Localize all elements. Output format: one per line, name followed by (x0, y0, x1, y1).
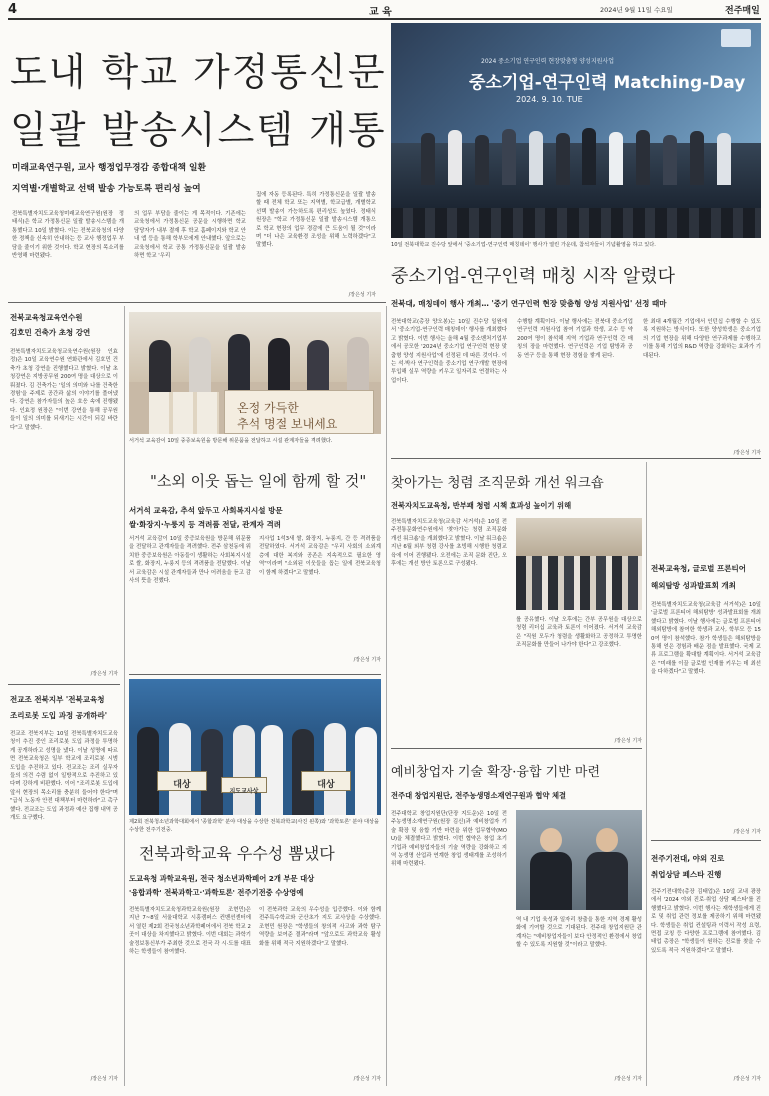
article1-col1: 전북특별자치도교육청미래교육연구원(원장 정태식)은 학교 가정통신문 일괄 발송시스템을 개통했다고 10일 밝혔다. 이는 전북교육청의 다양한 정책을 신속히 안내하는 등 교사 행정업무 부담을 줄이기 위한 것이다. 학교 현장의 목소리를 반영해 마련됐다. (12, 211, 124, 260)
article5-byline: /장은성 기자 (353, 1076, 381, 1082)
issue-date: 2024년 9월 11일 수요일 (600, 6, 673, 14)
article6-col1: 전북특별자치도교육청(교육감 서거석)은 10일 전주전통문화연수원에서 '찾아가는 청렴 조직문화 개선 워크숍'을 개최했다고 밝혔다. 이날 워크숍은 지난 6월 외부 청렴 강사를 초빙해 시행한 청렴교육에 이어 진행됐다. 오전에는 조직 문화 진단, 오후에는 개선 방안 토론으로 구성됐다. (391, 519, 507, 568)
article6-col2: 를 공유했다. 이날 오후에는 간부 공무원을 대상으로 청렴 리더십 교육과 토론이 이어졌다. 서거석 교육감은 "직원 모두가 청렴을 생활화하고 공정하고 투명한 조직문화를 만들어 나가야 한다"고 강조했다. (516, 617, 642, 649)
board-line2: 추석 명절 보내세요 (237, 417, 338, 431)
people-right-group (261, 709, 377, 815)
banner-small-text: 2024 중소기업 연구인력 현장맞춤형 양성지원사업 (481, 58, 615, 65)
section-name: 교 육 (369, 7, 392, 18)
article5-col2: 이 전북과학 교육의 우수성을 입증했다. 이와 함께 전주특수학교와 군산초가 지도 교사상을 수상했다. 조현민 원장은 "학생들의 창의적 사고와 과학 탐구 역량을 보여준 결과"라며 "앞으로도 과학교육 활성화를 위해 적극 지원하겠다"고 말했다. (259, 907, 381, 947)
article9-title1: 전주기전대, 야외 진로 (651, 854, 725, 863)
article6-subhead: 전북자치도교육청, 반부패 청렴 시책 효과성 높이기 위해 (391, 501, 572, 510)
article2-byline: /장은성 기자 (733, 450, 761, 456)
subhead-line1: 미래교육연구원, 교사 행정업무경감 종합대책 일환 (12, 163, 207, 173)
matching-day-photo (391, 23, 761, 238)
article4-byline: /장은성 기자 (90, 1076, 118, 1082)
article9-title2: 취업상담 페스타 진행 (651, 870, 722, 879)
article3-photo-caption: 서거석 교육감이 10일 중증보육원을 방문해 위문품을 전달하고 시설 관계자들을 격려했다. (129, 438, 333, 444)
article3-subhead2: 쌀·화장지·누룽지 등 격려품 전달, 관계자 격려 (129, 520, 282, 529)
article2-col3: 한 최대 4개월간 기업에서 인턴십 수행할 수 있도록 지원하는 방식이다. 또한 양성학생은 중소기업의 기업 현장을 위해 다양한 연구과제를 수행하고 이를 통해 기업의 R&D 역량을 강화하는 효과가 기대된다. (643, 319, 761, 359)
person-right (586, 828, 628, 910)
donation-board (224, 390, 374, 434)
article1-byline: /장은성 기자 (348, 292, 376, 298)
article8-title1: 전북교육청, 글로벌 프론티어 (651, 564, 747, 573)
article2-photo-caption: 10일 전북대학교 진수당 앞에서 '중소기업-연구인력 매칭데이' 행사가 열린 가운데, 참석자들이 기념촬영을 하고 있다. (391, 242, 656, 248)
vrule-center (386, 306, 387, 1086)
banner-date: 2024. 9. 10. TUE (516, 95, 583, 104)
article2-headline: 중소기업-연구인력 매칭 시작 알렸다 (391, 266, 676, 287)
article7-col1: 전주대학교 창업지원단(단장 지도운)은 10일 전주농생명소재연구원(원장 김신)과 예비창업자 기술 확장 및 융합 기반 마련을 위한 업무협약(MOU)을 체결했다고 밝혔다. 이번 협약은 창업 초기 기업과 예비창업자들의 기술 역량을 강화하고 지역 농생명 산업과 연계한 창업 생태계를 조성하기 위해 마련됐다. (391, 811, 507, 868)
article3-sidebar-byline: /장은성 기자 (90, 671, 118, 677)
article5-photo-caption: 제2회 전북청소년과학대회에서 '종합과학' 분야 대상을 수상한 전북과학교(사진 왼쪽)와 '과학토론' 분야 대상을 수상한 전주기전중. (129, 819, 380, 833)
article2-subhead: 전북대, 매칭데이 행사 개최… '중기 연구인력 현장 맞춤형 양성 지원사업' 선정 때마 (391, 299, 667, 308)
rule-a2 (391, 458, 761, 459)
article7-col2: 역 내 기업 육성과 일자리 창출을 통한 지역 경제 활성화에 기여할 것으로 기대된다. 전주대 창업지원단 관계자는 "예비창업자들이 보다 안정적인 환경에서 창업할 수 있도록 지원할 것"이라고 말했다. (516, 917, 642, 949)
donation-photo (129, 312, 381, 434)
banner-big-text: 중소기업-연구인력 Matching-Day (469, 73, 746, 93)
award-board-2 (221, 777, 267, 793)
article7-subhead: 전주대 창업지원단, 전주농생명소재연구원과 협약 체결 (391, 791, 567, 800)
article4-body: 전교조 전북지부는 10일 전북특별자치도교육청이 추진 중인 조리로봇 도입 과정을 투명하게 공개하라고 성명을 냈다. 이날 성명에 따르면 전북교육청은 일부 학교에 조리로봇 시범 도입을 추진하고 있다. 전교조는 조리 실무자들의 의견 수렴 없이 일방적으로 추진하고 있다며 강하게 비판했다. 이어 "조리로봇 도입에 앞서 현장의 목소리를 충분히 들어야 한다"며 "급식 노동자 안전 대책부터 마련하라"고 촉구했다. 전교조는 도입 과정과 예산 집행 내역 공개도 요구했다. (10, 731, 118, 822)
rule-sidebar (8, 684, 120, 685)
subhead-line2: 지역별·개별학교 선택 발송 가능토록 편리성 높여 (12, 184, 201, 194)
article3-sidebar-title1: 전북교육청교육연수원 (10, 313, 83, 322)
article8-title2: 해외탐방 성과발표회 개최 (651, 581, 736, 590)
vrule-right (646, 462, 647, 1086)
article1-headline (10, 50, 387, 152)
rice-bags (149, 392, 219, 434)
standing-people (421, 125, 731, 185)
award-board-1-text: 대상 (173, 780, 191, 790)
article1-col3: 집에 자동 등록된다. 특히 가정통신문을 일괄 발송할 때 전체 학교 또는 지역별, 학교급별, 개별학교 선택 발송이 가능하도록 편리성도 높였다. 정태식 원장은 "학교 가정통신문 일괄 발송시스템 개통으로 학교 현장의 업무 경감에 큰 도움이 될 것"이라며 "더 나은 교육환경 조성을 위해 노력하겠다"고 말했다. (256, 192, 376, 249)
article3-col2: 지사업 1석3새 쌀, 화장지, 누룽지, 간 등 격려품을 전달하였다. 서거석 교육감은 "우리 사회의 소외계층에 대한 복지와 공존은 지속적으로 필요한 영역"이라며 "소외된 이웃들을 돕는 일에 전북교육청이 함께 하겠다"고 말했다. (259, 536, 381, 576)
mou-photo (516, 810, 642, 910)
article3-sidebar-body: 전북특별자치도교육청교육연수원(원장 인효정)은 10일 교육연수원 연화관에서 김호민 건축가 초청 강연을 진행했다고 밝혔다. 이날 초청강연은 지방공무원 200여 명을 대상으로 이뤄졌다. 김 건축가는 '일의 의미와 나를 건축한 경험'을 주제로 공간과 삶의 이야기를 풀어냈다. 강연은 참가자들의 높은 호응 속에 진행됐다. 인효정 원장은 "이번 강연을 통해 공무원들이 일의 의미를 되새기는 시간이 되길 바란다"고 말했다. (10, 349, 118, 431)
article5-headline: 전북과학교육 우수성 뽐냈다 (139, 844, 335, 863)
article5-col1: 전북특별자치도교육청과학교육원(원장 조현민)은 지난 7~8일 서울대학교 시흥캠퍼스 컨벤션센터에서 열린 제2회 전국청소년과학페어에서 전북 학교 2곳이 대상을 차지했다고 밝혔다. 이번 대회는 과학기술정보통신부가 주최한 것으로 전국 각 시·도를 대표하는 학생들이 참여했다. (129, 907, 251, 956)
article9-body: 전주기전대학(총장 김태업)은 10일 교내 광장에서 '2024 야외 진로·취업 상담 페스타'를 진행했다고 밝혔다. 이번 행사는 재학생들에게 진로 및 취업 관련 정보를 제공하기 위해 마련됐다. 학생들은 취업 컨설팅과 이력서 작성 요령, 면접 코칭 등 다양한 프로그램에 참여했다. 김태업 총장은 "학생들이 원하는 진로를 찾을 수 있도록 적극 지원하겠다"고 말했다. (651, 889, 761, 954)
award-board-2-text: 지도교사상 (229, 788, 259, 795)
masthead-rule (8, 18, 761, 20)
article2-col2: 수행할 계획이다. 이날 행사에는 전북대 중소기업연구인력 지원사업 참여 기업과 학생, 교수 등 약 200여 명이 참석해 지역 기업과 연구인력 간 매칭의 장을 마련했다. 연구인력은 기업 탐방과 공동 연구 등을 통해 현장 경험을 쌓게 된다. (517, 319, 633, 359)
article3-headline: "소외 이웃 돕는 일에 함께 할 것" (150, 472, 367, 490)
award-board-3 (301, 771, 351, 791)
article4-title2: 조리로봇 도입 과정 공개하라' (10, 711, 108, 720)
award-board-3-text: 대상 (317, 780, 335, 790)
headline-line2: 일괄 발송시스템 개통 (10, 108, 387, 152)
article3-subhead1: 서거석 교육감, 추석 앞두고 사회복지시설 방문 (129, 506, 283, 515)
rule-a8 (651, 840, 761, 841)
people-group (149, 332, 369, 392)
article3-byline: /장은성 기자 (353, 657, 381, 663)
paper-name: 전주매일 (725, 6, 760, 16)
people-left-group (137, 709, 255, 815)
rule-a1 (8, 302, 386, 303)
article5-subhead2: '융합과학' 전북과학고·'과학토론' 전주기전중 수상영예 (129, 888, 304, 897)
article3-sidebar-title2: 김호민 건축가 초청 강연 (10, 328, 91, 337)
article8-byline: /장은성 기자 (733, 829, 761, 835)
board-line1: 온정 가득한 (237, 401, 299, 415)
vrule-left (124, 306, 125, 1086)
article6-byline: /장은성 기자 (614, 738, 642, 744)
article8-body: 전북특별자치도교육청(교육감 서거석)은 10일 '글로벌 프론티어 해외탐방' 성과발표회를 개최했다고 밝혔다. 이날 행사에는 글로벌 프론티어 해외탐방에 참여한 학생과 교사, 학부모 등 150여 명이 참석했다. 참가 학생들은 해외탐방을 통해 얻은 경험과 배운 점을 발표했다. 국제 교류 프로그램을 확대할 계획이다. 서거석 교육감은 "미래를 이끌 글로벌 인재를 키우는 데 최선을 다하겠다"고 말했다. (651, 602, 761, 676)
university-logo (721, 29, 751, 47)
article7-headline: 예비창업자 기술 확장·융합 기반 마련 (391, 765, 601, 780)
audience-row (391, 208, 761, 238)
page-number: 4 (8, 2, 18, 17)
award-board-1 (157, 771, 207, 791)
headline-line1: 도내 학교 가정통신문 (10, 50, 387, 94)
article1-col2: 의 업무 부담을 줄이는 게 목적이다. 기존에는 교육청에서 가정통신문 공문을 시행하면 학교 담당자가 내부 결재 후 학교 홈페이지와 학교 안내 앱 등을 통해 학부모에게 안내했다. 앞으로는 교육청에서 학교 공통 가정통신문을 일괄 발송하면 학교 '우리 (134, 211, 246, 260)
masthead (0, 0, 769, 20)
article9-byline: /장은성 기자 (733, 1076, 761, 1082)
article7-byline: /장은성 기자 (614, 1076, 642, 1082)
article6-headline: 찾아가는 청렴 조직문화 개선 워크숍 (391, 475, 604, 491)
rule-a3 (129, 674, 381, 675)
article5-subhead1: 도교육청 과학교육원, 전국 청소년과학페어 2개 부문 대상 (129, 874, 315, 883)
science-award-photo (129, 679, 381, 815)
seated-people (516, 556, 642, 610)
rule-a6 (391, 748, 642, 749)
article3-col1: 서거석 교육감이 10일 중증보육원을 방문해 위문품을 전달하고 관계자들을 격려했다. 전주 삼천동에 위치한 중증보육원은 아동들이 생활하는 사회복지시설로 쌀, 화장지, 누룽지 등의 격려품을 전달했다. 이날 서 교육감은 시설 관계자들과 만나 어려움을 듣고 감사의 뜻을 전했다. (129, 536, 251, 585)
article4-title1: 전교조 전북지부 '전북교육청 (10, 695, 105, 704)
person-left (530, 828, 572, 910)
workshop-photo (516, 518, 642, 610)
article2-col1: 전북대학교(총장 양오봉)는 10일 진수당 일원에서 '중소기업-연구인력 매칭데이' 행사를 개최했다고 밝혔다. 이번 행사는 올해 4월 중소벤처기업부에서 공모한 '2024년 중소기업 연구인력 현장 맞춤형 양성 지원사업'에 선정된 데 따른 것이다. 이는 석·박사 연구인력을 중소기업 연구개발 현장에 투입해 실무 역량을 키우고 일자리로 연결하는 사업이다. (391, 319, 507, 384)
